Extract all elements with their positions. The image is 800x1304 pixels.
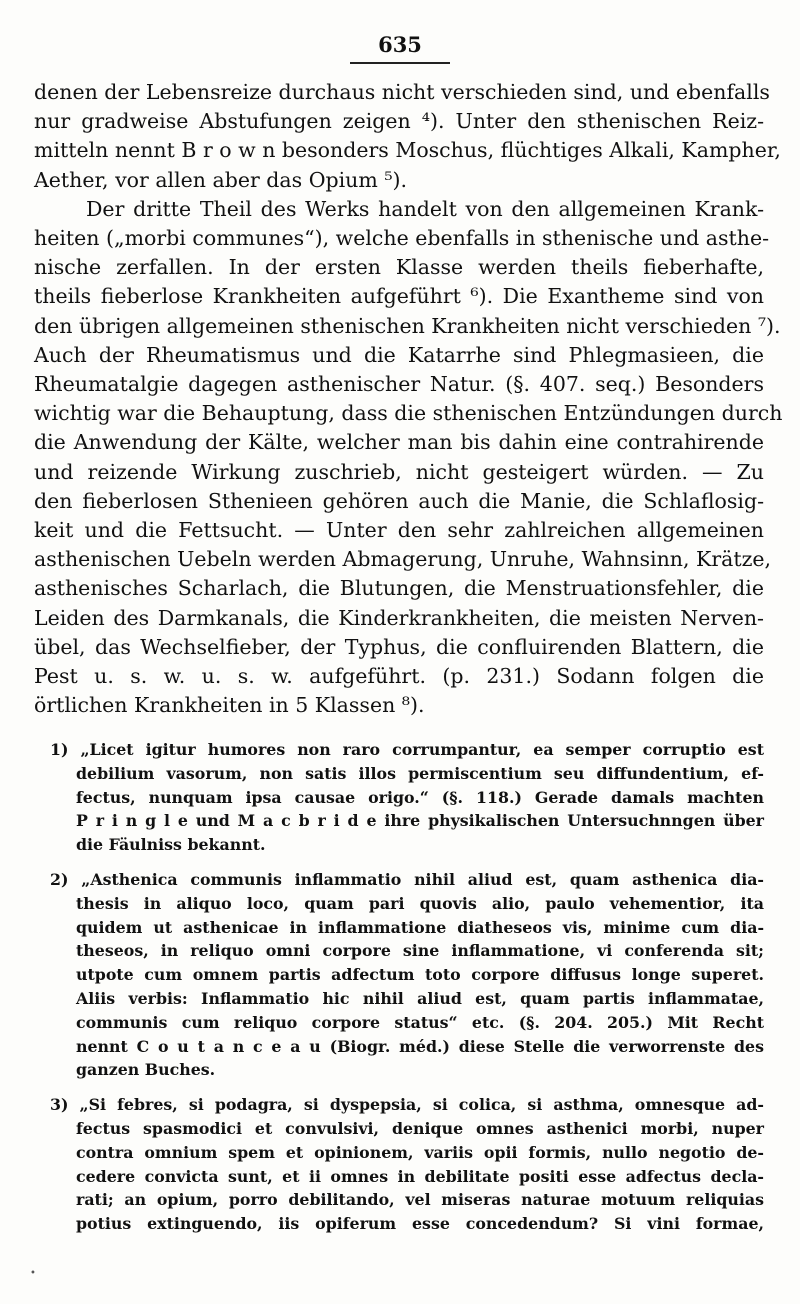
footnote-line: thesis in aliquo loco, quam pari quovis alio, paulo vehementior, ita xyxy=(76,893,764,913)
footnote-line: fectus spasmodici et convulsivi, denique omnes asthenici morbi, nuper xyxy=(76,1118,764,1138)
text-line: und reizende Wirkung zuschrieb, nicht gesteigert würden. — Zu xyxy=(34,459,764,484)
footnote-line: theseos, in reliquo omni corpore sine inflammatione, vi conferenda sit; xyxy=(76,941,764,961)
text-line: mitteln nennt B r o w n besonders Moschus, flüchtiges Alkali, Kampher, xyxy=(34,138,781,163)
footnote-line: 1) „Licet igitur humores non raro corrumpantur, ea semper corruptio est xyxy=(50,740,764,759)
text-line: keit und die Fettsucht. — Unter den sehr zahlreichen allgemeinen xyxy=(34,518,764,543)
header-rule xyxy=(350,62,450,64)
text-line: Leiden des Darmkanals, die Kinderkrankheiten, die meisten Nerven- xyxy=(34,605,764,630)
footnote-line: die Fäulniss bekannt. xyxy=(76,835,266,855)
text-line: örtlichen Krankheiten in 5 Klassen ⁸). xyxy=(34,693,425,718)
footnote-line: communis cum reliquo corpore status“ etc. (§. 204. 205.) Mit Recht xyxy=(76,1012,764,1032)
text-line: die Anwendung der Kälte, welcher man bis dahin eine contrahirende xyxy=(34,430,764,455)
footnote-2 xyxy=(50,868,764,1082)
footnotes xyxy=(50,738,764,1247)
text-line: übel, das Wechselfieber, der Typhus, die confluirenden Blattern, die xyxy=(34,634,764,659)
text-line: nische zerfallen. In der ersten Klasse werden theils fieberhafte, xyxy=(34,255,764,280)
footnote-line: utpote cum omnem partis adfectum toto corpore diffusus longe superet. xyxy=(76,965,764,985)
text-line: Aether, vor allen aber das Opium ⁵). xyxy=(34,167,408,192)
text-line: heiten („morbi communes“), welche ebenfalls in sthenische und asthe- xyxy=(34,226,770,251)
footnote-line: rati; an opium, porro debilitando, vel miseras naturae motuum reliquias xyxy=(76,1190,764,1210)
text-line: denen der Lebensreize durchaus nicht verschieden sind, und ebenfalls xyxy=(34,80,770,104)
text-line: asthenisches Scharlach, die Blutungen, die Menstruationsfehler, die xyxy=(34,576,764,601)
footnote-1 xyxy=(50,738,764,857)
footnote-line: Aliis verbis: Inflammatio hic nihil aliud est, quam partis inflammatae, xyxy=(76,988,764,1008)
footnote-line: 3) „Si febres, si podagra, si dyspepsia, si colica, si asthma, omnesque ad- xyxy=(50,1095,764,1115)
footnote-line: nennt C o u t a n c e a u (Biogr. méd.) diese Stelle die verworrenste des xyxy=(76,1036,764,1056)
footnote-line: P r i n g l e und M a c b r i d e ihre physikalischen Untersuchnngen über xyxy=(76,811,764,831)
footnote-line: ganzen Buches. xyxy=(76,1060,216,1080)
text-line: Der dritte Theil des Werks handelt von den allgemeinen Krank- xyxy=(86,196,764,221)
footnote-line: cedere convicta sunt, et ii omnes in debilitate positi esse adfectus decla- xyxy=(76,1166,764,1186)
main-text xyxy=(34,78,783,720)
text-line: Pest u. s. w. u. s. w. aufgeführt. (p. 231.) Sodann folgen die xyxy=(34,664,764,689)
footnote-line: potius extinguendo, iis opiferum esse concedendum? Si vini formae, xyxy=(76,1214,764,1234)
ink-speck: • xyxy=(30,1268,36,1279)
footnote-line: 2) „Asthenica communis inflammatio nihil aliud est, quam asthenica dia- xyxy=(50,869,764,889)
footnote-3 xyxy=(50,1093,764,1236)
footnote-line: contra omnium spem et opinionem, variis opii formis, nullo negotio de- xyxy=(76,1142,764,1162)
page-number: 635 xyxy=(378,32,422,57)
text-line: theils fieberlose Krankheiten aufgeführt ⁶). Die Exantheme sind von xyxy=(34,284,764,309)
text-line: wichtig war die Behauptung, dass die sthenischen Entzündungen durch xyxy=(34,401,783,426)
text-line: nur gradweise Abstufungen zeigen ⁴). Unter den sthenischen Reiz- xyxy=(34,109,764,134)
text-line: Rheumatalgie dagegen asthenischer Natur. (§. 407. seq.) Besonders xyxy=(34,372,764,397)
footnote-line: debilium vasorum, non satis illos permiscentium seu diffundentium, ef- xyxy=(76,763,764,783)
text-line: asthenischen Uebeln werden Abmagerung, Unruhe, Wahnsinn, Krätze, xyxy=(34,547,772,572)
footnote-line: quidem ut asthenicae in inflammatione diatheseos vis, minime cum dia- xyxy=(76,917,764,937)
text-line: den fieberlosen Sthenieen gehören auch die Manie, die Schlaflosig- xyxy=(34,488,764,513)
text-line: Auch der Rheumatismus und die Katarrhe sind Phlegmasieen, die xyxy=(34,342,764,367)
footnote-line: fectus, nunquam ipsa causae origo.“ (§. 118.) Gerade damals machten xyxy=(76,787,764,807)
text-line: den übrigen allgemeinen sthenischen Krankheiten nicht verschieden ⁷). xyxy=(34,313,781,338)
